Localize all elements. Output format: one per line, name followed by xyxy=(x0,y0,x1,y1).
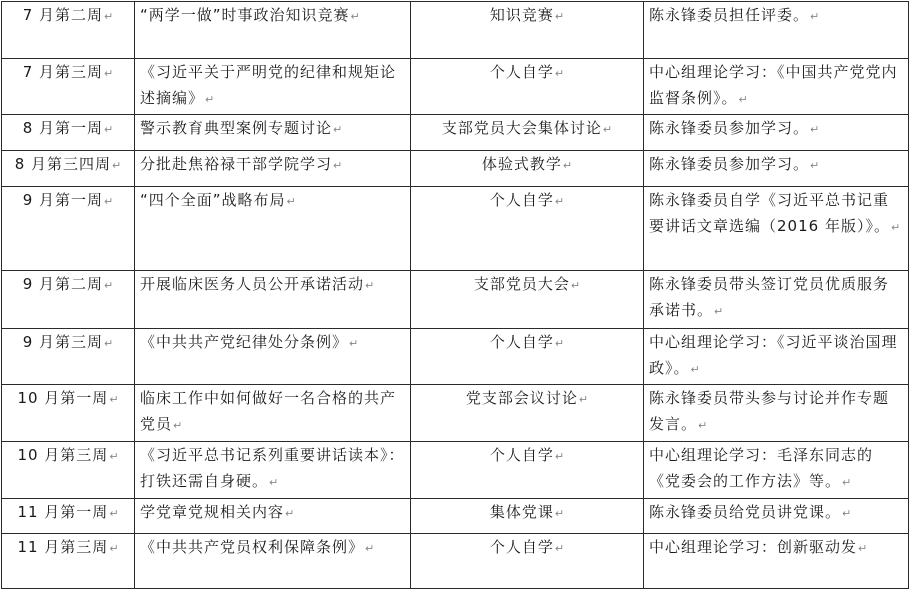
week-text: 9 月第二周 xyxy=(22,275,104,293)
week-cell xyxy=(2,59,135,115)
paragraph-mark-icon: ↵ xyxy=(104,123,114,136)
paragraph-mark-icon: ↵ xyxy=(810,123,820,136)
form-cell xyxy=(411,442,644,499)
study-schedule-table xyxy=(1,1,909,589)
topic-text: “两学一做”时事政治知识竞赛 xyxy=(140,6,350,24)
paragraph-mark-icon: ↵ xyxy=(602,123,613,136)
form-cell xyxy=(411,115,644,151)
form-text: 个人自学 xyxy=(489,63,554,81)
paragraph-mark-icon: ↵ xyxy=(286,195,296,208)
topic-cell xyxy=(135,187,411,271)
paragraph-mark-icon: ↵ xyxy=(554,450,565,463)
note-text: 陈永锋委员带头签订党员优质服务承诺书。 xyxy=(649,275,890,319)
topic-text: 分批赴焦裕禄干部学院学习 xyxy=(140,155,333,173)
topic-text: 《习近平总书记系列重要讲话读本》：打铁还需自身硬。 xyxy=(140,446,405,490)
paragraph-mark-icon: ↵ xyxy=(112,159,122,172)
paragraph-mark-icon: ↵ xyxy=(333,159,343,172)
week-cell xyxy=(2,2,135,59)
paragraph-mark-icon: ↵ xyxy=(842,476,852,489)
table-row xyxy=(2,385,909,442)
paragraph-mark-icon: ↵ xyxy=(333,123,343,136)
form-cell xyxy=(411,187,644,271)
note-cell xyxy=(644,499,909,534)
paragraph-mark-icon: ↵ xyxy=(554,10,565,23)
table-row xyxy=(2,59,909,115)
paragraph-mark-icon: ↵ xyxy=(554,542,565,555)
paragraph-mark-icon: ↵ xyxy=(738,93,748,106)
table-row xyxy=(2,329,909,385)
week-text: 10 月第三周 xyxy=(17,446,109,464)
paragraph-mark-icon: ↵ xyxy=(698,419,708,432)
topic-cell xyxy=(135,151,411,187)
form-cell xyxy=(411,534,644,589)
form-cell xyxy=(411,2,644,59)
table-row xyxy=(2,271,909,329)
paragraph-mark-icon: ↵ xyxy=(842,507,852,520)
paragraph-mark-icon: ↵ xyxy=(109,393,119,406)
form-text: 党支部会议讨论 xyxy=(465,389,578,407)
form-text: 集体党课 xyxy=(489,503,554,521)
paragraph-mark-icon: ↵ xyxy=(205,93,215,106)
table-row xyxy=(2,2,909,59)
paragraph-mark-icon: ↵ xyxy=(810,159,820,172)
form-text: 支部党员大会 xyxy=(473,275,570,293)
note-text: 陈永锋委员自学《习近平总书记重要讲话文章选编（2016 年版）》。 xyxy=(649,191,890,235)
paragraph-mark-icon: ↵ xyxy=(554,67,565,80)
paragraph-mark-icon: ↵ xyxy=(554,507,565,520)
topic-text: 《习近平关于严明党的纪律和规矩论述摘编》 xyxy=(140,63,397,107)
form-cell xyxy=(411,385,644,442)
note-text: 陈永锋委员参加学习。 xyxy=(649,155,810,173)
form-text: 个人自学 xyxy=(489,333,554,351)
form-text: 体验式教学 xyxy=(481,155,562,173)
table-row xyxy=(2,442,909,499)
paragraph-mark-icon: ↵ xyxy=(104,337,114,350)
note-cell xyxy=(644,115,909,151)
note-text: 陈永锋委员带头参与讨论并作专题发言。 xyxy=(649,389,890,433)
week-text: 7 月第三周 xyxy=(22,63,104,81)
week-text: 8 月第一周 xyxy=(22,119,104,137)
week-text: 10 月第一周 xyxy=(17,389,109,407)
paragraph-mark-icon: ↵ xyxy=(104,195,114,208)
paragraph-mark-icon: ↵ xyxy=(365,279,375,292)
note-cell xyxy=(644,187,909,271)
form-cell xyxy=(411,271,644,329)
paragraph-mark-icon: ↵ xyxy=(365,542,375,555)
note-text: 陈永锋委员担任评委。 xyxy=(649,6,810,24)
week-cell xyxy=(2,329,135,385)
note-cell xyxy=(644,442,909,499)
topic-text: 警示教育典型案例专题讨论 xyxy=(140,119,333,137)
table-row xyxy=(2,499,909,534)
topic-text: 《中共共产党员权利保障条例》 xyxy=(140,538,365,556)
form-text: 个人自学 xyxy=(489,538,554,556)
paragraph-mark-icon: ↵ xyxy=(554,195,565,208)
note-cell xyxy=(644,534,909,589)
paragraph-mark-icon: ↵ xyxy=(104,279,114,292)
paragraph-mark-icon: ↵ xyxy=(104,10,114,23)
paragraph-mark-icon: ↵ xyxy=(890,221,901,234)
table-row xyxy=(2,115,909,151)
form-cell xyxy=(411,59,644,115)
paragraph-mark-icon: ↵ xyxy=(858,542,868,555)
paragraph-mark-icon: ↵ xyxy=(269,476,279,489)
topic-cell xyxy=(135,499,411,534)
note-text: 中心组理论学习：创新驱动发 xyxy=(649,538,858,556)
note-cell xyxy=(644,151,909,187)
week-text: 7 月第二周 xyxy=(22,6,104,24)
paragraph-mark-icon: ↵ xyxy=(562,159,573,172)
topic-text: 临床工作中如何做好一名合格的共产党员 xyxy=(140,389,397,433)
week-cell xyxy=(2,187,135,271)
paragraph-mark-icon: ↵ xyxy=(104,67,114,80)
note-cell xyxy=(644,271,909,329)
week-cell xyxy=(2,534,135,589)
form-text: 个人自学 xyxy=(489,446,554,464)
table-row xyxy=(2,187,909,271)
week-text: 9 月第一周 xyxy=(22,191,104,209)
paragraph-mark-icon: ↵ xyxy=(349,337,359,350)
topic-cell xyxy=(135,2,411,59)
paragraph-mark-icon: ↵ xyxy=(578,393,589,406)
week-cell xyxy=(2,499,135,534)
week-cell xyxy=(2,151,135,187)
topic-cell xyxy=(135,115,411,151)
form-text: 个人自学 xyxy=(489,191,554,209)
week-text: 11 月第三周 xyxy=(17,538,109,556)
week-cell xyxy=(2,442,135,499)
topic-cell xyxy=(135,534,411,589)
paragraph-mark-icon: ↵ xyxy=(690,363,700,376)
week-text: 8 月第三四周 xyxy=(14,155,112,173)
form-cell xyxy=(411,499,644,534)
paragraph-mark-icon: ↵ xyxy=(714,305,724,318)
week-cell xyxy=(2,385,135,442)
week-cell xyxy=(2,115,135,151)
paragraph-mark-icon: ↵ xyxy=(109,542,119,555)
paragraph-mark-icon: ↵ xyxy=(285,507,295,520)
paragraph-mark-icon: ↵ xyxy=(173,419,183,432)
form-text: 支部党员大会集体讨论 xyxy=(441,119,602,137)
note-cell xyxy=(644,2,909,59)
paragraph-mark-icon: ↵ xyxy=(810,10,820,23)
week-cell xyxy=(2,271,135,329)
note-cell xyxy=(644,329,909,385)
topic-cell xyxy=(135,329,411,385)
form-cell xyxy=(411,329,644,385)
week-text: 9 月第三周 xyxy=(22,333,104,351)
topic-cell xyxy=(135,385,411,442)
form-cell xyxy=(411,151,644,187)
topic-text: 开展临床医务人员公开承诺活动 xyxy=(140,275,365,293)
note-cell xyxy=(644,59,909,115)
paragraph-mark-icon: ↵ xyxy=(109,507,119,520)
topic-cell xyxy=(135,442,411,499)
note-text: 陈永锋委员给党员讲党课。 xyxy=(649,503,842,521)
paragraph-mark-icon: ↵ xyxy=(350,10,360,23)
note-text: 中心组理论学习：《习近平谈治国理政》。 xyxy=(649,333,898,377)
note-text: 中心组理论学习：《中国共产党党内监督条例》。 xyxy=(649,63,898,107)
table-row xyxy=(2,151,909,187)
note-text: 陈永锋委员参加学习。 xyxy=(649,119,810,137)
table-row xyxy=(2,534,909,589)
table-body xyxy=(2,2,909,589)
note-cell xyxy=(644,385,909,442)
paragraph-mark-icon: ↵ xyxy=(109,450,119,463)
note-text: 中心组理论学习：毛泽东同志的《党委会的工作方法》等。 xyxy=(649,446,874,490)
form-text: 知识竞赛 xyxy=(489,6,554,24)
paragraph-mark-icon: ↵ xyxy=(570,279,581,292)
topic-cell xyxy=(135,59,411,115)
paragraph-mark-icon: ↵ xyxy=(554,337,565,350)
topic-cell xyxy=(135,271,411,329)
week-text: 11 月第一周 xyxy=(17,503,109,521)
topic-text: 《中共共产党纪律处分条例》 xyxy=(140,333,349,351)
topic-text: 学党章党规相关内容 xyxy=(140,503,285,521)
topic-text: “四个全面”战略布局 xyxy=(140,191,286,209)
